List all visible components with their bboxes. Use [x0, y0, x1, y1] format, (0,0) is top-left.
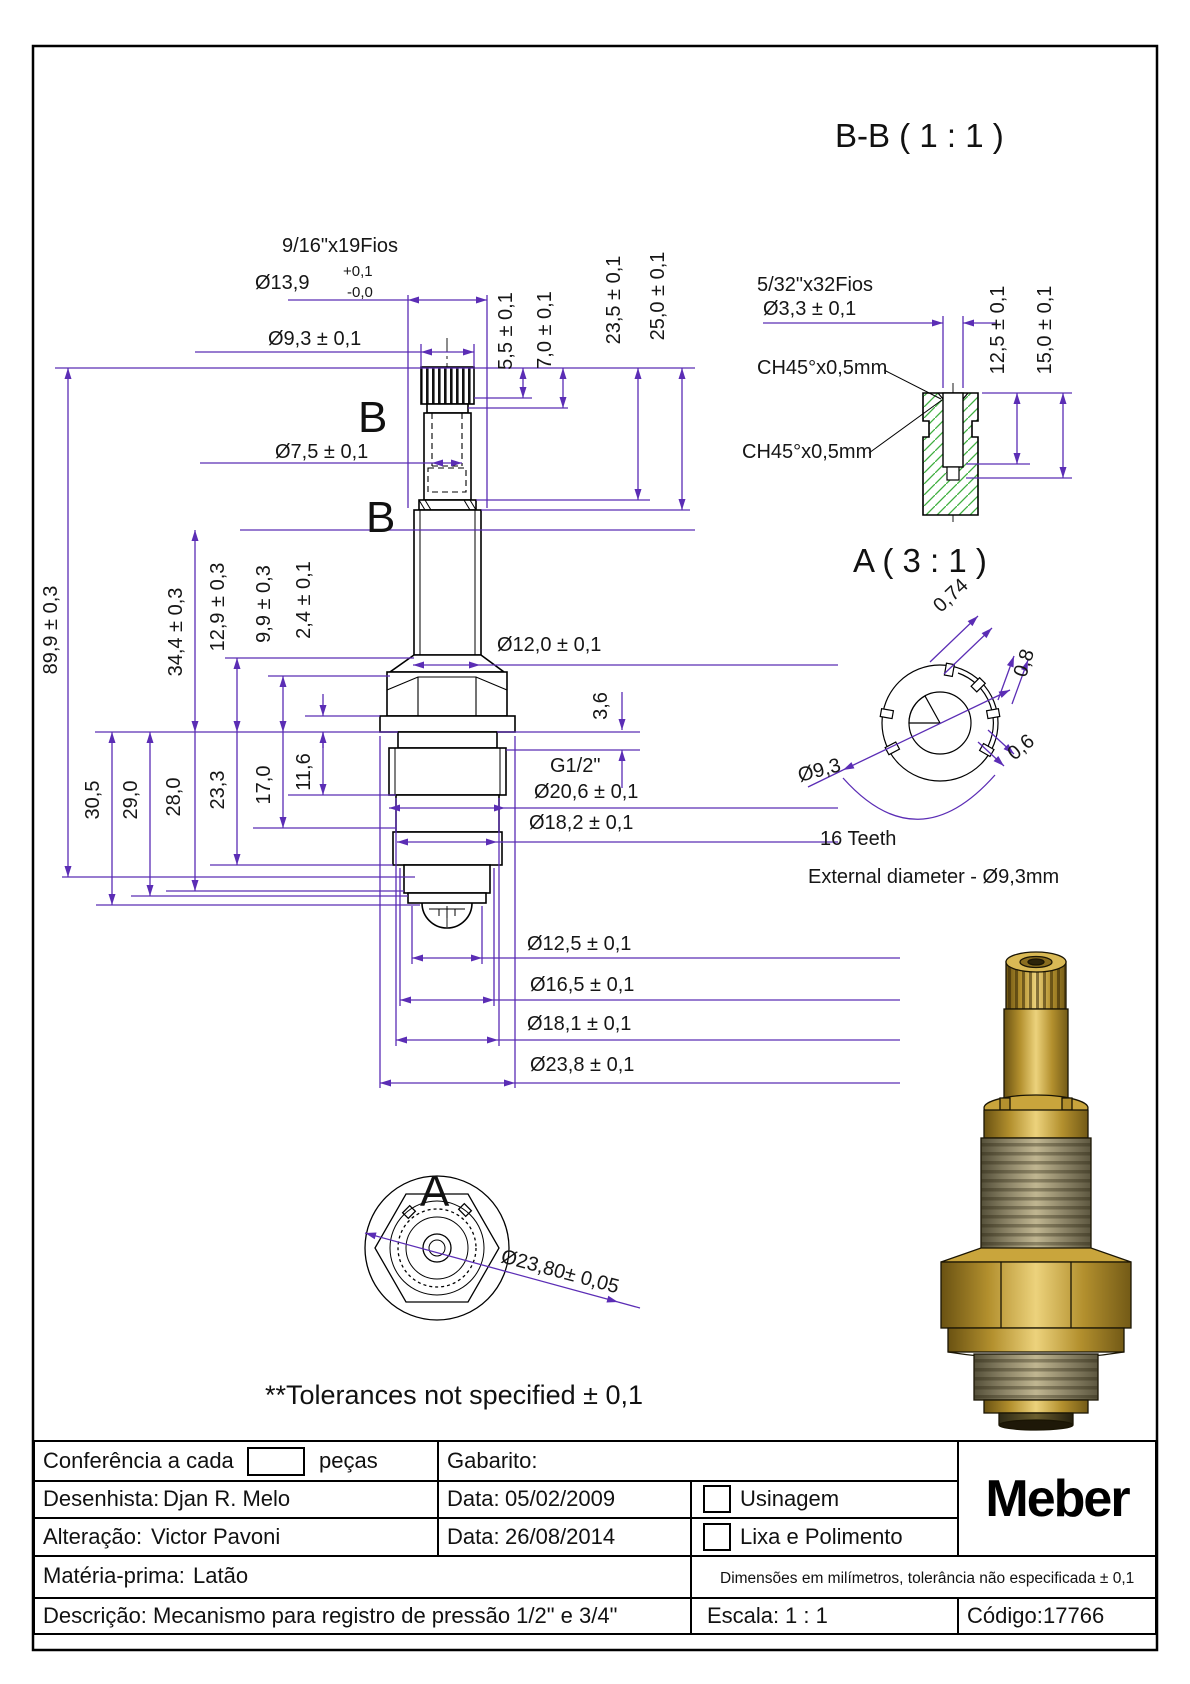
note-teeth-count: 16 Teeth [820, 828, 897, 850]
dim-d20-6: Ø20,6 ± 0,1 [534, 781, 639, 803]
dim-detail-d9-3: Ø9,3 [795, 754, 844, 787]
dim-d16-5: Ø16,5 ± 0,1 [530, 974, 635, 996]
dim-v9-9: 9,9 ± 0,3 [253, 565, 275, 643]
dim-v89-9: 89,9 ± 0,3 [40, 585, 62, 675]
bottom-view [365, 1167, 640, 1320]
dim-bb-v15-0: 15,0 ± 0,1 [1034, 285, 1056, 375]
escala-value: 1 : 1 [785, 1603, 828, 1628]
dim-chamfer-bottom: CH45°x0,5mm [742, 441, 873, 463]
detail-letter-a: A [420, 1167, 450, 1216]
dim-t0-8: 0,8 [1009, 646, 1040, 680]
data1-label: Data: [447, 1486, 500, 1511]
title-block [33, 1440, 1157, 1635]
dim-thread-spec: 9/16"x19Fios [282, 235, 399, 257]
desenhista-value: Djan R. Melo [163, 1486, 291, 1511]
lixa-checkbox [703, 1523, 731, 1551]
flange [380, 716, 515, 732]
dim-d23-8: Ø23,8 ± 0,1 [530, 1054, 635, 1076]
dim-bb-thread-spec: 5/32"x32Fios [757, 274, 874, 296]
dim-v23-3: 23,3 [207, 770, 229, 810]
data2-value: 26/08/2014 [505, 1524, 616, 1549]
section-bb-title: B-B ( 1 : 1 ) [835, 117, 1004, 154]
dim-d13-9-tol-plus: +0,1 [343, 263, 373, 280]
pecas-label: peças [319, 1448, 378, 1473]
alteracao-value: Victor Pavoni [151, 1524, 281, 1549]
conferencia-quantity-box [247, 1447, 305, 1476]
spline-head [421, 367, 474, 404]
hex-nut [387, 672, 507, 716]
dim-d12-5: Ø12,5 ± 0,1 [527, 933, 632, 955]
materia-prima-value: Latão [193, 1563, 249, 1588]
descricao-value: Mecanismo para registro de pressão 1/2" e 3/4" [153, 1603, 618, 1628]
dim-chamfer-top: CH45°x0,5mm [757, 357, 888, 379]
detail-a-title: A ( 3 : 1 ) [853, 542, 987, 579]
dim-d12-0: Ø12,0 ± 0,1 [497, 634, 602, 656]
desenhista-label: Desenhista: [43, 1486, 160, 1511]
data1-value: 05/02/2009 [505, 1486, 616, 1511]
codigo-value: 17766 [1043, 1603, 1105, 1628]
render-hex-nut [941, 1262, 1131, 1328]
dim-d13-9-tol-minus: -0,0 [347, 284, 373, 301]
render-stem [1004, 1009, 1068, 1108]
dim-v34-4: 34,4 ± 0,3 [165, 587, 187, 677]
dim-d18-1: Ø18,1 ± 0,1 [527, 1013, 632, 1035]
section-letter-b-top: B [358, 393, 388, 442]
dim-bb-v12-5: 12,5 ± 0,1 [987, 285, 1009, 375]
render-collar [984, 1110, 1088, 1138]
conferencia-label: Conferência a cada [43, 1448, 234, 1473]
lixa-label: Lixa e Polimento [740, 1524, 903, 1549]
dim-v17-0: 17,0 [253, 765, 275, 805]
materia-prima-label: Matéria-prima: [43, 1563, 185, 1588]
tolerance-note: **Tolerances not specified ± 0,1 [265, 1380, 644, 1410]
dim-v30-5: 30,5 [82, 780, 104, 820]
rendered-part [941, 952, 1131, 1430]
front-view-labels [40, 235, 669, 1076]
g12-thread-body [389, 748, 506, 795]
threaded-hole [943, 393, 963, 467]
section-bb-view [742, 117, 1072, 525]
data2-label: Data: [447, 1524, 500, 1549]
dim-v5-5: 5,5 ± 0,1 [495, 292, 517, 370]
dim-d7-5: Ø7,5 ± 0,1 [275, 441, 369, 463]
dim-d13-9: Ø13,9 [255, 272, 310, 294]
render-washer [948, 1328, 1124, 1352]
section-letter-b-bottom: B [366, 493, 396, 542]
dim-d23-80: Ø23,80± 0,05 [498, 1245, 622, 1299]
dim-d9-3: Ø9,3 ± 0,1 [268, 328, 362, 350]
note-external-diameter: External diameter - Ø9,3mm [808, 866, 1060, 888]
dim-bb-d3-3: Ø3,3 ± 0,1 [763, 298, 857, 320]
dim-v29-0: 29,0 [120, 780, 142, 820]
usinagem-label: Usinagem [740, 1486, 840, 1511]
dim-v3-6: 3,6 [590, 692, 612, 720]
usinagem-checkbox [703, 1485, 731, 1513]
gear-profile [880, 663, 1000, 781]
dim-v12-9: 12,9 ± 0,3 [207, 562, 229, 652]
dim-v23-5: 23,5 ± 0,1 [603, 255, 625, 345]
alteracao-label: Alteração: [43, 1524, 143, 1549]
dimensoes-note: Dimensões em milímetros, tolerância não especificada ± 0,1 [720, 1570, 1135, 1587]
dim-v28-0: 28,0 [163, 777, 185, 817]
detail-a-view [796, 542, 1060, 888]
dim-t0-6: 0,6 [1003, 730, 1039, 765]
dim-v2-4: 2,4 ± 0,1 [293, 561, 315, 639]
codigo-label: Código: [967, 1603, 1043, 1628]
dim-d18-2: Ø18,2 ± 0,1 [529, 812, 634, 834]
dim-v11-6: 11,6 [293, 753, 315, 791]
gabarito-label: Gabarito: [447, 1448, 538, 1473]
front-view-part [380, 338, 515, 930]
meber-logo: Meber [985, 1469, 1129, 1528]
dim-g-thread: G1/2" [550, 755, 601, 777]
escala-label: Escala: [707, 1603, 780, 1628]
dim-t0-74: 0,74 [929, 574, 973, 617]
descricao-label: Descrição: [43, 1603, 147, 1628]
dim-v7-0: 7,0 ± 0,1 [534, 291, 556, 369]
dim-v25-0: 25,0 ± 0,1 [647, 251, 669, 341]
